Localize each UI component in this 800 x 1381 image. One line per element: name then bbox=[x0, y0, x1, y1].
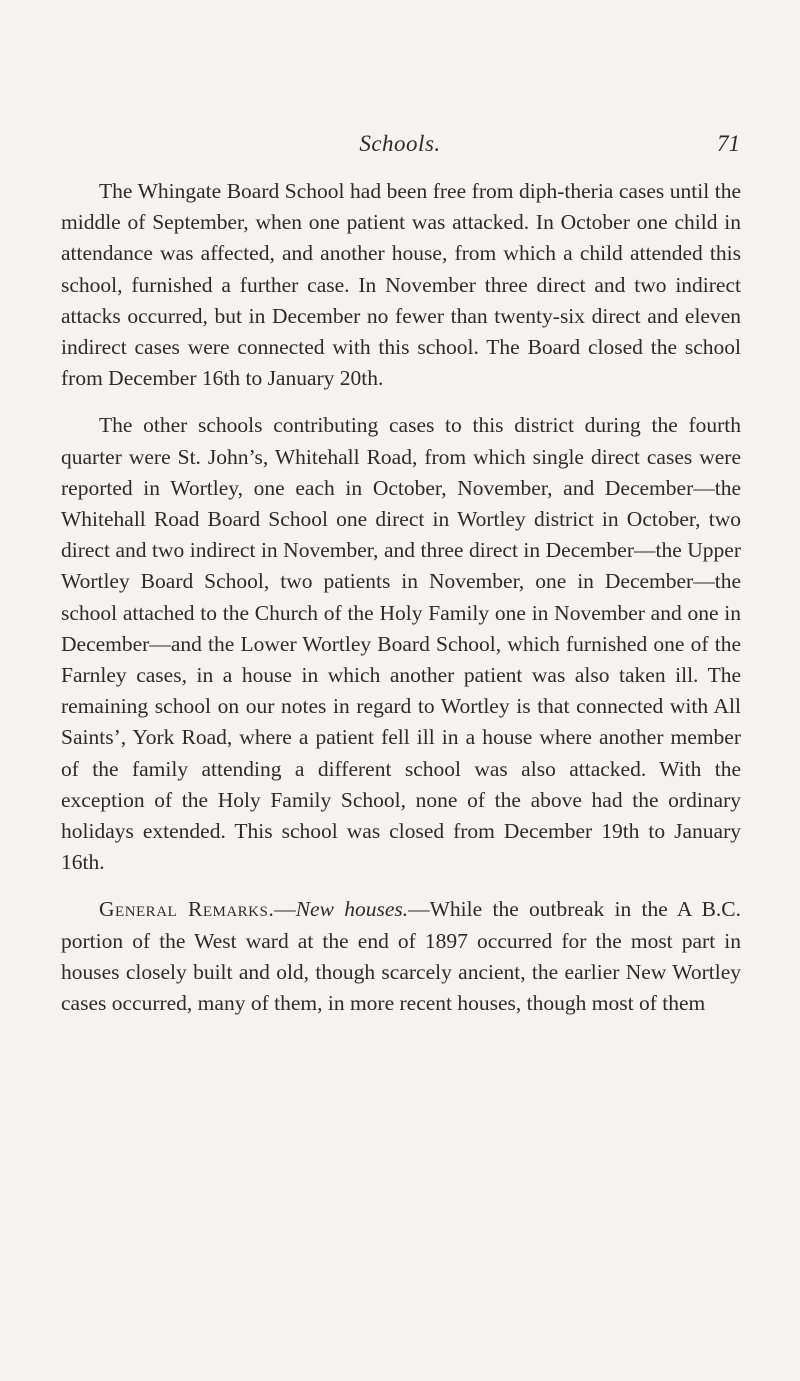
paragraph-other-schools: The other schools contributing cases to this district during the fourth quarter were St. John’s, Whitehall Road, from which single direct cases were reported in Wortley, one each in October, November, and December—the Whitehall Road Board School one direct in Wortley district in October, two direct and two indirect in November, and three direct in December—the Upper Wortley Board School, two patients in November, one in December—the school attached to the Church of the Holy Family one in November and one in December—and the Lower Wortley Board School, which furnished one of the Farnley cases, in a house in which another patient was also taken ill. The remaining school on our notes in regard to Wortley is that connected with All Saints’, York Road, where a patient fell ill in a house where another member of the family attending a different school was also attacked. With the exception of the Holy Family School, none of the above had the ordinary holidays extended. This school was closed from December 19th to January 16th. bbox=[61, 413, 741, 875]
page-number: 71 bbox=[717, 131, 740, 156]
paragraph-whingate: The Whingate Board School had been free from diph-theria cases until the middle of September, when one patient was attacked. In October one child in attendance was affected, and another house, from which a child attended this school, furnished a further case. In November three direct and two indirect attacks occurred, but in December no fewer than twenty-six direct and eleven indirect cases were connected with this school. The Board closed the school from December 16th to January 20th. bbox=[61, 179, 741, 391]
section-heading: General Remarks. bbox=[99, 897, 275, 922]
heading-separator: — bbox=[274, 897, 296, 922]
body-text bbox=[61, 176, 741, 1035]
running-head bbox=[0, 126, 800, 162]
running-title: Schools. bbox=[359, 131, 441, 156]
paragraph-general-remarks bbox=[61, 894, 741, 1019]
section-subheading: New houses. bbox=[295, 897, 409, 922]
paragraph-general-remarks-text: —While the outbreak in the A B.C. portion of the West ward at the end of 1897 occurred for the most part in houses closely built and old, though scarcely ancient, the earlier New Wortley cases occurred, many of them, in more recent houses, though most of them bbox=[61, 897, 742, 1016]
